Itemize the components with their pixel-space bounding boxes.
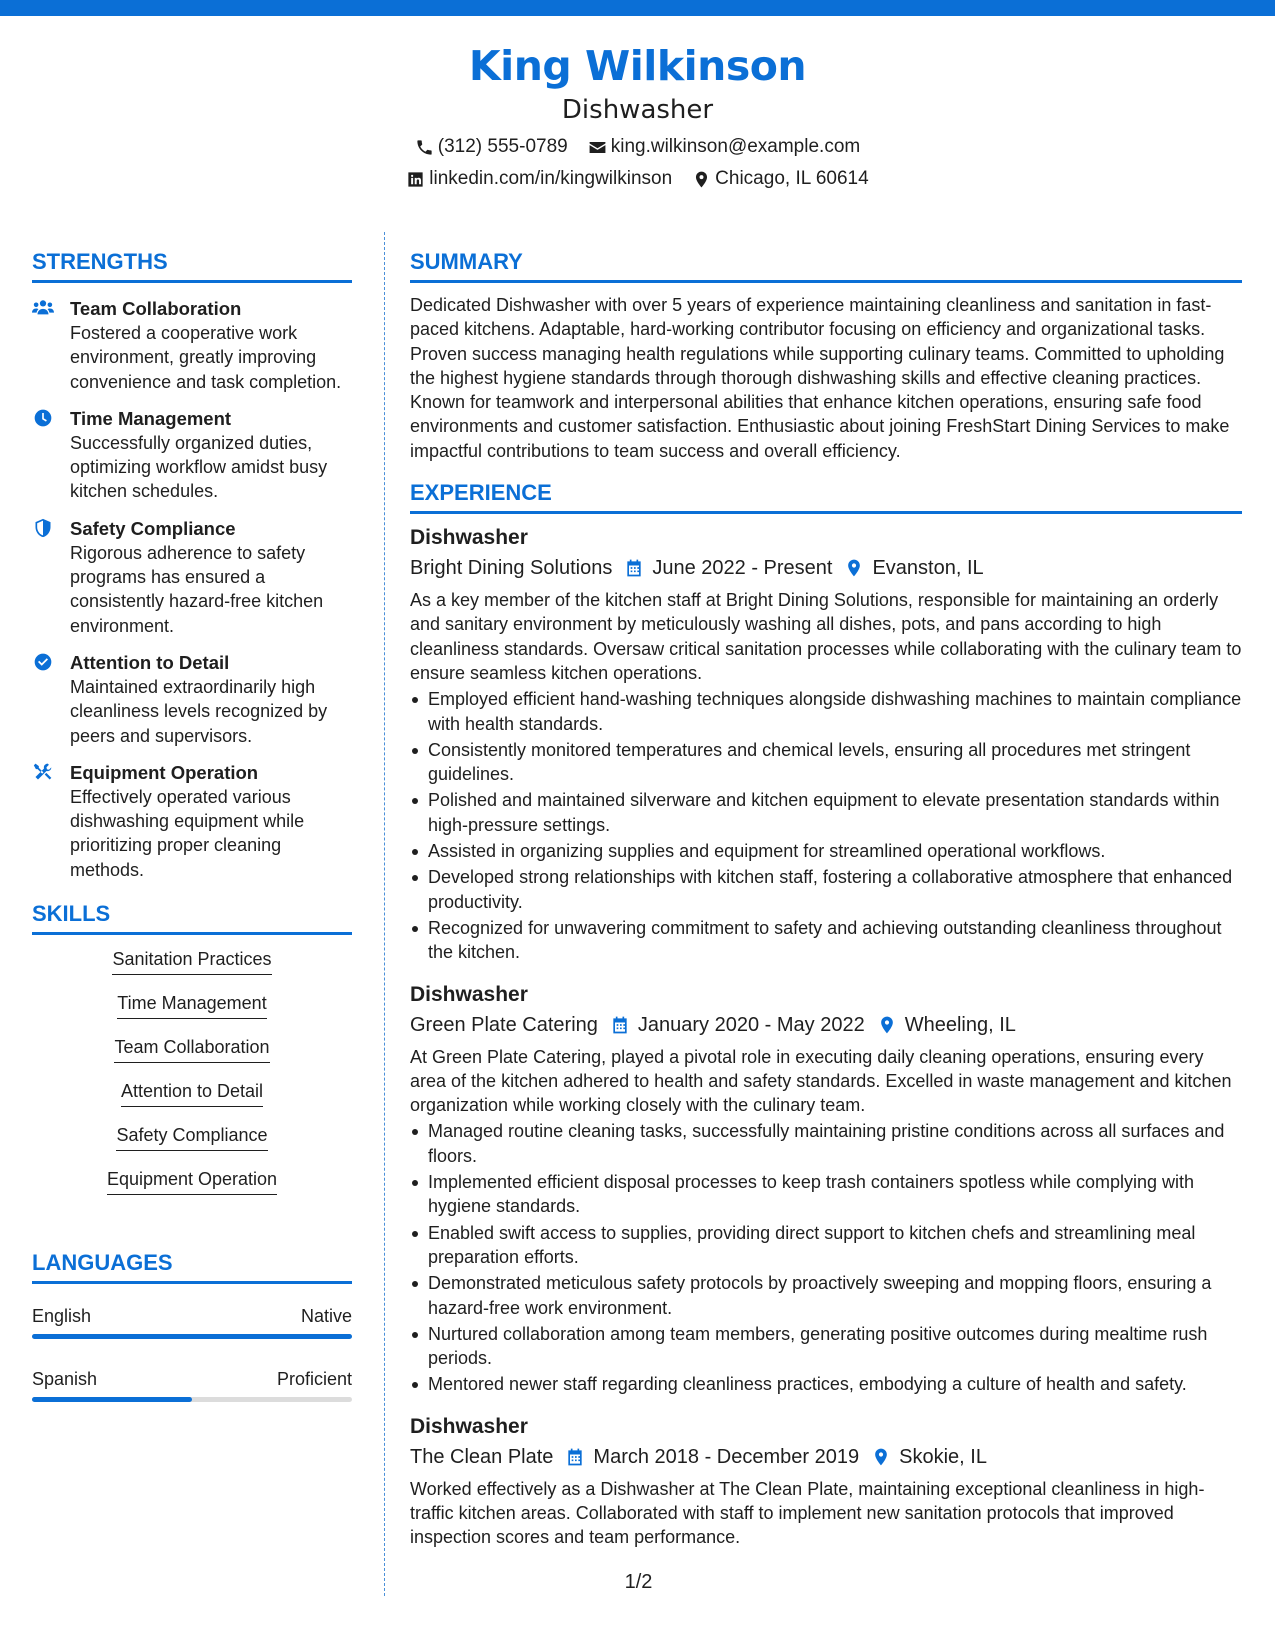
experience-heading: EXPERIENCE bbox=[410, 479, 1242, 514]
job-bullet: Developed strong relationships with kitchen staff, fostering a collaborative atmosphere that enhanced productivity. bbox=[410, 865, 1242, 914]
strength-desc: Fostered a cooperative work environment, greatly improving convenience and task completion. bbox=[70, 323, 342, 392]
strengths-heading: STRENGTHS bbox=[32, 248, 352, 283]
skills-list bbox=[32, 947, 352, 1211]
calendar-icon bbox=[624, 558, 644, 578]
job-entry bbox=[410, 524, 1242, 964]
language-level: Native bbox=[300, 1306, 352, 1327]
linkedin-icon bbox=[406, 170, 425, 189]
skill-tag: Attention to Detail bbox=[121, 1079, 263, 1107]
map-pin-icon bbox=[692, 170, 711, 189]
strength-item bbox=[32, 651, 352, 748]
job-bullet: Employed efficient hand-washing techniques alongside dishwashing machines to maintain compliance with health standards. bbox=[410, 687, 1242, 736]
top-accent-bar bbox=[0, 0, 1275, 16]
job-bullet: Mentored newer staff regarding cleanliness practices, embodying a culture of health and safety. bbox=[410, 1372, 1242, 1396]
strength-title: Equipment Operation bbox=[70, 761, 259, 783]
language-bar-fill bbox=[32, 1397, 192, 1402]
phone-text: (312) 555-0789 bbox=[437, 136, 568, 157]
left-column bbox=[32, 248, 352, 1402]
job-company: The Clean Plate bbox=[410, 1445, 554, 1468]
job-location: Evanston, IL bbox=[872, 557, 984, 580]
job-bullets bbox=[410, 687, 1242, 964]
contact-row-2 bbox=[0, 168, 1275, 190]
language-item bbox=[32, 1367, 352, 1402]
job-bullets bbox=[410, 1119, 1242, 1396]
job-location: Wheeling, IL bbox=[904, 1013, 1016, 1036]
phone-icon bbox=[415, 138, 434, 157]
contact-phone[interactable] bbox=[415, 136, 568, 158]
map-pin-icon bbox=[844, 558, 864, 578]
job-bullet: Enabled swift access to supplies, providing direct support to kitchen chefs and streamlining meal preparation efforts. bbox=[410, 1221, 1242, 1270]
right-column bbox=[410, 248, 1242, 1552]
job-company: Bright Dining Solutions bbox=[410, 557, 613, 580]
linkedin-text: linkedin.com/in/kingwilkinson bbox=[429, 168, 673, 189]
skills-heading: SKILLS bbox=[32, 900, 352, 935]
strength-item bbox=[32, 517, 352, 638]
clock-icon bbox=[32, 408, 54, 428]
language-bar bbox=[32, 1334, 352, 1339]
summary-heading: SUMMARY bbox=[410, 248, 1242, 283]
job-meta bbox=[410, 1443, 1242, 1471]
strength-item bbox=[32, 761, 352, 882]
job-bullet: Polished and maintained silverware and kitchen equipment to elevate presentation standards within high-pressure settings. bbox=[410, 788, 1242, 837]
job-bullet: Nurtured collaboration among team members, generating positive outcomes during mealtime rush periods. bbox=[410, 1322, 1242, 1371]
job-description: At Green Plate Catering, played a pivotal role in executing daily cleaning operations, ensuring every area of the kitchen adhered to health and safety standards. Excelled in waste management and kitchen organization while working closely with the culinary team. bbox=[410, 1046, 1232, 1116]
users-icon bbox=[32, 298, 54, 318]
resume-header bbox=[0, 40, 1275, 190]
job-company: Green Plate Catering bbox=[410, 1013, 598, 1036]
map-pin-icon bbox=[877, 1015, 897, 1035]
job-bullet: Recognized for unwavering commitment to safety and achieving outstanding cleanliness throughout the kitchen. bbox=[410, 916, 1242, 965]
strength-desc: Effectively operated various dishwashing equipment while prioritizing proper cleaning methods. bbox=[70, 786, 305, 880]
location-text: Chicago, IL 60614 bbox=[715, 168, 869, 189]
calendar-icon bbox=[565, 1447, 585, 1467]
job-bullet: Demonstrated meticulous safety protocols by proactively sweeping and mopping floors, ensuring a hazard-free work environment. bbox=[410, 1271, 1242, 1320]
job-role: Dishwasher bbox=[410, 526, 528, 550]
strength-title: Safety Compliance bbox=[70, 517, 236, 539]
job-meta bbox=[410, 554, 1242, 582]
job-description: As a key member of the kitchen staff at Bright Dining Solutions, responsible for maintaining an orderly and sanitary environment by meticulously washing all dishes, pots, and pans according to high cleanliness standards. Oversaw critical sanitation processes while collaborating with the culinary team to ensure seamless kitchen operations. bbox=[410, 590, 1242, 683]
strength-title: Attention to Detail bbox=[70, 651, 230, 673]
contact-email[interactable] bbox=[588, 136, 861, 158]
strength-item bbox=[32, 297, 352, 394]
experience-list bbox=[410, 524, 1242, 1550]
page-number: 1/2 bbox=[624, 1571, 653, 1593]
summary-text: Dedicated Dishwasher with over 5 years of experience maintaining cleanliness and sanitation in fast-paced kitchens. Adaptable, hard-working contributor focusing on efficiency and organizational tasks. Proven success managing health regulations while supporting culinary teams. Committed to upholding the highest hygiene standards through thorough dishwashing skills and effective cleaning practices. Known for teamwork and interpersonal abilities that enhance kitchen operations, ensuring safe food environments and customer satisfaction. Enthusiastic about joining FreshStart Dining Services to make impactful contributions to team success and overall efficiency. bbox=[410, 295, 1230, 461]
skill-tag: Sanitation Practices bbox=[112, 947, 271, 975]
language-name: Spanish bbox=[32, 1369, 98, 1390]
strength-desc: Maintained extraordinarily high cleanliness levels recognized by peers and supervisors. bbox=[70, 676, 328, 746]
skill-tag: Safety Compliance bbox=[116, 1123, 267, 1151]
language-level: Proficient bbox=[276, 1369, 352, 1390]
strength-title: Time Management bbox=[70, 407, 232, 429]
strength-desc: Successfully organized duties, optimizing workflow amidst busy kitchen schedules. bbox=[70, 432, 328, 502]
skill-tag: Team Collaboration bbox=[114, 1035, 269, 1063]
job-description: Worked effectively as a Dishwasher at The Clean Plate, maintaining exceptional cleanliness in high-traffic kitchen areas. Collaborated with staff to implement new sanitation protocols that improved inspection scores and team performance. bbox=[410, 1478, 1205, 1548]
job-dates: January 2020 - May 2022 bbox=[637, 1013, 865, 1036]
job-meta bbox=[410, 1011, 1242, 1039]
shield-icon bbox=[32, 518, 54, 538]
job-bullet: Implemented efficient disposal processes to keep trash containers spotless while complying with hygiene standards. bbox=[410, 1170, 1242, 1219]
job-dates: March 2018 - December 2019 bbox=[593, 1445, 860, 1468]
candidate-name: King Wilkinson bbox=[468, 42, 807, 90]
map-pin-icon bbox=[871, 1447, 891, 1467]
job-bullet: Assisted in organizing supplies and equipment for streamlined operational workflows. bbox=[410, 839, 1242, 863]
calendar-icon bbox=[610, 1015, 630, 1035]
language-item bbox=[32, 1304, 352, 1339]
column-divider bbox=[384, 232, 385, 1596]
job-role: Dishwasher bbox=[410, 982, 528, 1006]
skill-tag: Time Management bbox=[117, 991, 266, 1019]
language-bar-fill bbox=[32, 1334, 352, 1339]
strength-title: Team Collaboration bbox=[70, 298, 242, 319]
envelope-icon bbox=[588, 138, 607, 157]
contact-linkedin[interactable] bbox=[406, 168, 672, 190]
strengths-list bbox=[32, 297, 352, 882]
job-location: Skokie, IL bbox=[899, 1445, 987, 1468]
skill-tag: Equipment Operation bbox=[107, 1167, 277, 1195]
strength-desc: Rigorous adherence to safety programs has ensured a consistently hazard-free kitchen environment. bbox=[70, 542, 324, 636]
language-bar bbox=[32, 1397, 352, 1402]
strength-item bbox=[32, 407, 352, 504]
job-bullet: Managed routine cleaning tasks, successfully maintaining pristine conditions across all surfaces and floors. bbox=[410, 1119, 1242, 1168]
language-name: English bbox=[32, 1306, 92, 1327]
languages-heading: LANGUAGES bbox=[32, 1249, 352, 1284]
job-entry bbox=[410, 1413, 1242, 1550]
candidate-title: Dishwasher bbox=[561, 95, 714, 125]
job-role: Dishwasher bbox=[410, 1414, 528, 1438]
contact-location bbox=[692, 168, 869, 190]
job-dates: June 2022 - Present bbox=[652, 557, 833, 580]
job-bullet: Consistently monitored temperatures and chemical levels, ensuring all procedures met stringent guidelines. bbox=[410, 738, 1242, 787]
check-circle-icon bbox=[32, 652, 54, 672]
email-text: king.wilkinson@example.com bbox=[610, 136, 861, 157]
job-entry bbox=[410, 981, 1242, 1397]
tools-icon bbox=[32, 762, 54, 782]
contact-row-1 bbox=[0, 136, 1275, 158]
